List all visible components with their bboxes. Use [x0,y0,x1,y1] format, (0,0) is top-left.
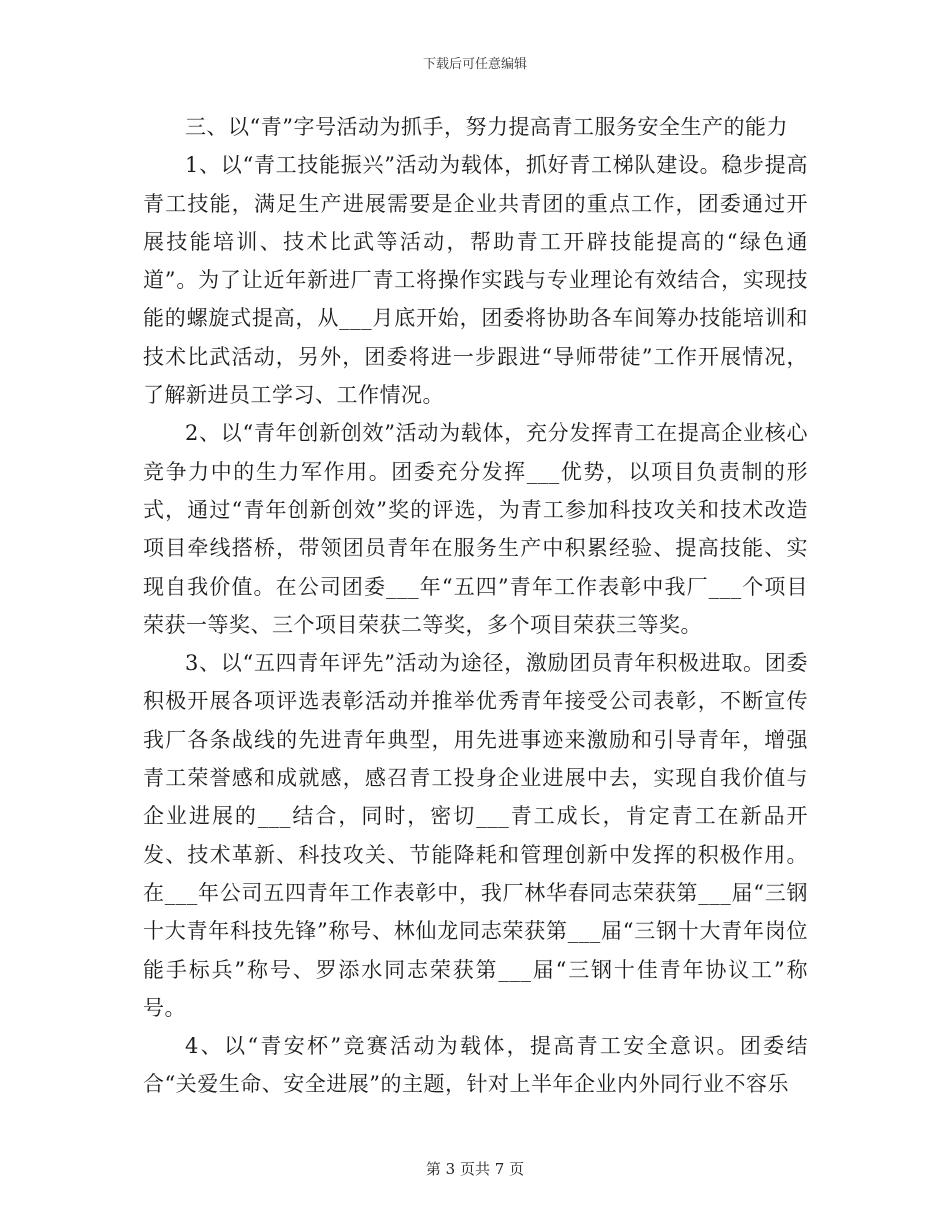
paragraph-item-2: 2、以“青年创新创效”活动为载体，充分发挥青工在提高企业核心竞争力中的生力军作用。团委充分发挥___优势，以项目负责制的形式，通过“青年创新创效”奖的评选，为青工参加科技攻关和技术改造项目牵线搭桥，带领团员青年在服务生产中积累经验、提高技能、实现自我价值。在公司团委___年“五四”青年工作表彰中我厂___个项目荣获一等奖、三个项目荣获二等奖，多个项目荣获三等奖。 [143,421,808,637]
paragraph-item-3: 3、以“五四青年评先”活动为途径，激励团员青年积极进取。团委积极开展各项评选表彰活动并推举优秀青年接受公司表彰，不断宣传我厂各条战线的先进青年典型，用先进事迹来激励和引导青年，增强青工荣誉感和成就感，感召青工投身企业进展中去，实现自我价值与企业进展的___结合，同时，密切___青工成长，肯定青工在新品开发、技术革新、科技攻关、节能降耗和管理创新中发挥的积极作用。在___年公司五四青年工作表彰中，我厂林华春同志荣获第___届“三钢十大青年科技先锋”称号、林仙龙同志荣获第___届“三钢十大青年岗位能手标兵”称号、罗添水同志荣获第___届“三钢十佳青年协议工”称号。 [143,651,808,1020]
paragraph-item-4: 4、以“青安杯”竞赛活动为载体，提高青工安全意识。团委结合“关爱生命、安全进展”的主题，针对上半年企业内外同行业不容乐 [143,1034,808,1097]
page-number: 第 3 页共 7 页 [425,1160,525,1178]
section-heading: 三、以“青”字号活动为抓手，努力提高青工服务安全生产的能力 [185,115,788,139]
page-header-note: 下载后可任意编辑 [422,57,527,72]
document-body [143,108,808,1104]
paragraph-item-1: 1、以“青工技能振兴”活动为载体，抓好青工梯队建设。稳步提高青工技能，满足生产进展需要是企业共青团的重点工作，团委通过开展技能培训、技术比武等活动，帮助青工开辟技能提高的“绿色通道”。为了让近年新进厂青工将操作实践与专业理论有效结合，实现技能的螺旋式提高，从___月底开始，团委将协助各车间筹办技能培训和技术比武活动，另外，团委将进一步跟进“导师带徒”工作开展情况，了解新进员工学习、工作情况。 [143,153,808,408]
